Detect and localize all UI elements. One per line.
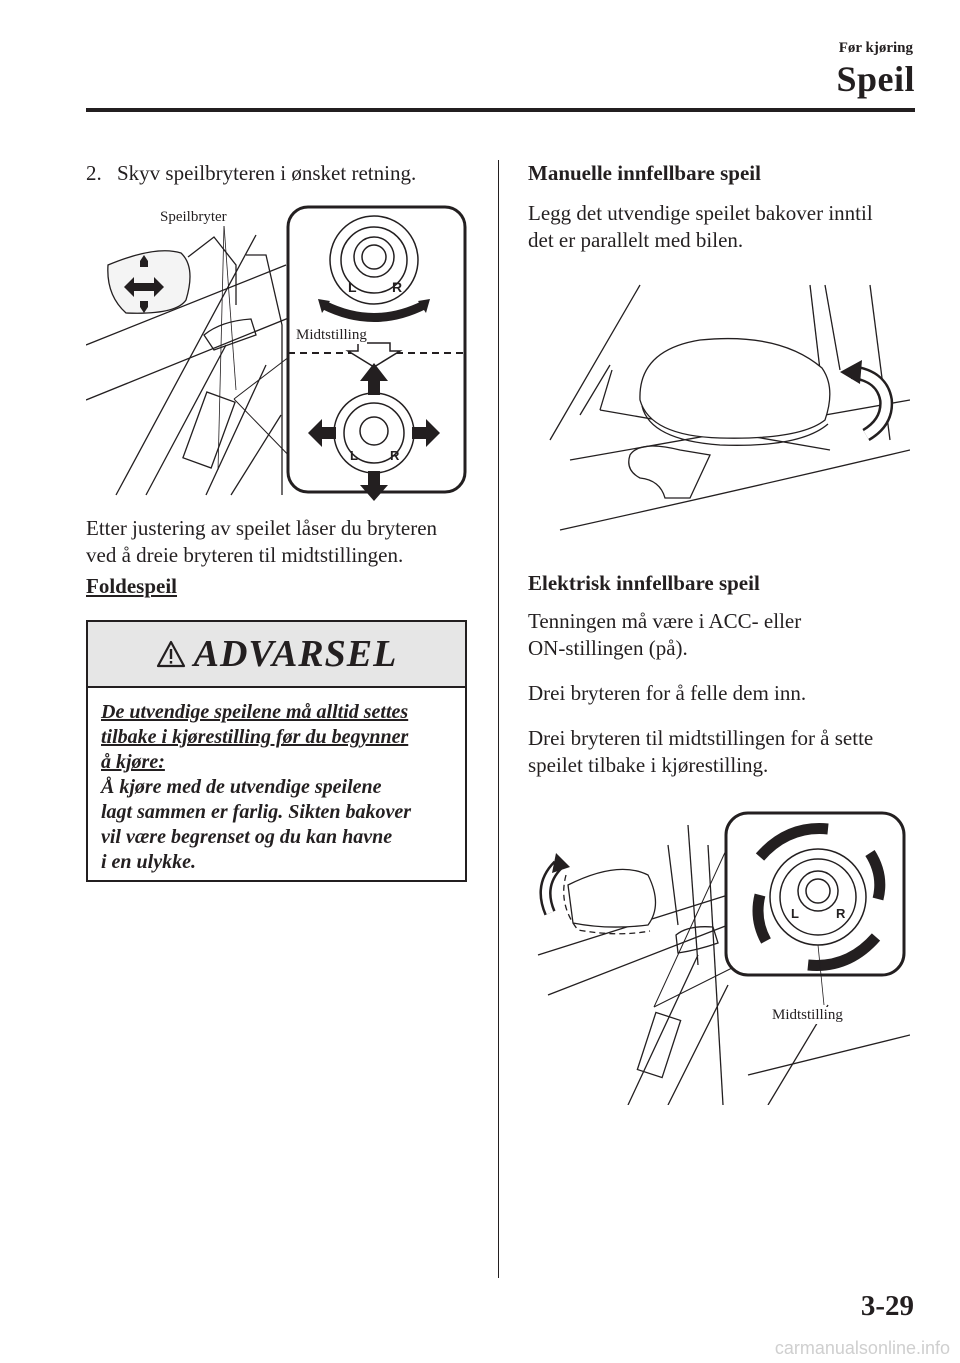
step-2 [86,160,416,187]
warning-header [88,622,465,688]
step-number: 2. [86,161,102,185]
label-midtstilling: Midtstilling [296,327,367,343]
electric-text-line-5: speilet tilbake i kjørestilling. [528,753,769,777]
warning-underlined-3: å kjøre: [101,751,165,773]
warning-body-4: i en ulykke. [101,851,196,873]
after-text [86,515,437,569]
electric-text-3: Drei bryteren for å felle dem inn. [528,681,807,705]
electric-text-1 [528,608,801,662]
electric-text-line-1: Tenningen må være i ACC- eller [528,609,802,633]
warning-body [88,688,465,875]
warning-triangle-icon [156,640,186,668]
electric-text-4 [528,725,873,779]
warning-underlined-2: tilbake i kjørestilling før du begynner [101,726,409,748]
mirror-switch-illustration [86,195,470,505]
electric-switch-illustration [528,805,910,1105]
folding-heading: Foldespeil [86,574,178,598]
mirror-switch-figure [86,195,470,505]
manual-mirror-illustration [540,280,910,550]
warning-title: ADVARSEL [193,633,398,675]
page-number: 3-29 [860,1290,914,1322]
fig3-label-l: L [791,906,799,921]
fig3-label-r: R [836,906,846,921]
warning-underlined-1: De utvendige speilene må alltid settes [101,701,409,723]
label-midtstilling-2: Midtstilling [772,1007,843,1023]
switch-label-l: L [348,279,357,295]
manual-text-line-1: Legg det utvendige speilet bakover inntil [528,201,873,225]
label-speilbryter: Speilbryter [160,209,227,225]
switch-label-r-lower: R [390,448,400,463]
electric-text-line-4: Drei bryteren til midtstillingen for å sette [528,726,874,750]
warning-body-1: Å kjøre med de utvendige speilene [101,776,382,798]
warning-body-3: vil være begrenset og du kan havne [101,826,393,848]
electric-switch-figure [528,805,910,1105]
step-text: Skyv speilbryteren i ønsket retning. [117,161,417,185]
switch-label-r: R [392,279,403,295]
page-title: Speil [836,59,915,99]
warning-box [86,620,467,882]
after-text-line-2: ved å dreie bryteren til midtstillingen. [86,543,404,567]
electric-text-line-2: ON-stillingen (på). [528,636,688,660]
warning-body-2: lagt sammen er farlig. Sikten bakover [101,801,411,823]
manual-text [528,200,873,254]
electric-heading: Elektrisk innfellbare speil [528,571,760,595]
header-rule [86,108,915,112]
after-text-line-1: Etter justering av speilet låser du bryteren [86,516,438,540]
switch-label-l-lower: L [350,448,358,463]
section-label: Før kjøring [838,40,913,56]
manual-mirror-figure [540,280,910,550]
column-divider [498,160,499,1278]
manual-heading: Manuelle innfellbare speil [528,161,761,185]
watermark: carmanualsonline.info [774,1338,950,1358]
manual-text-line-2: det er parallelt med bilen. [528,228,744,252]
